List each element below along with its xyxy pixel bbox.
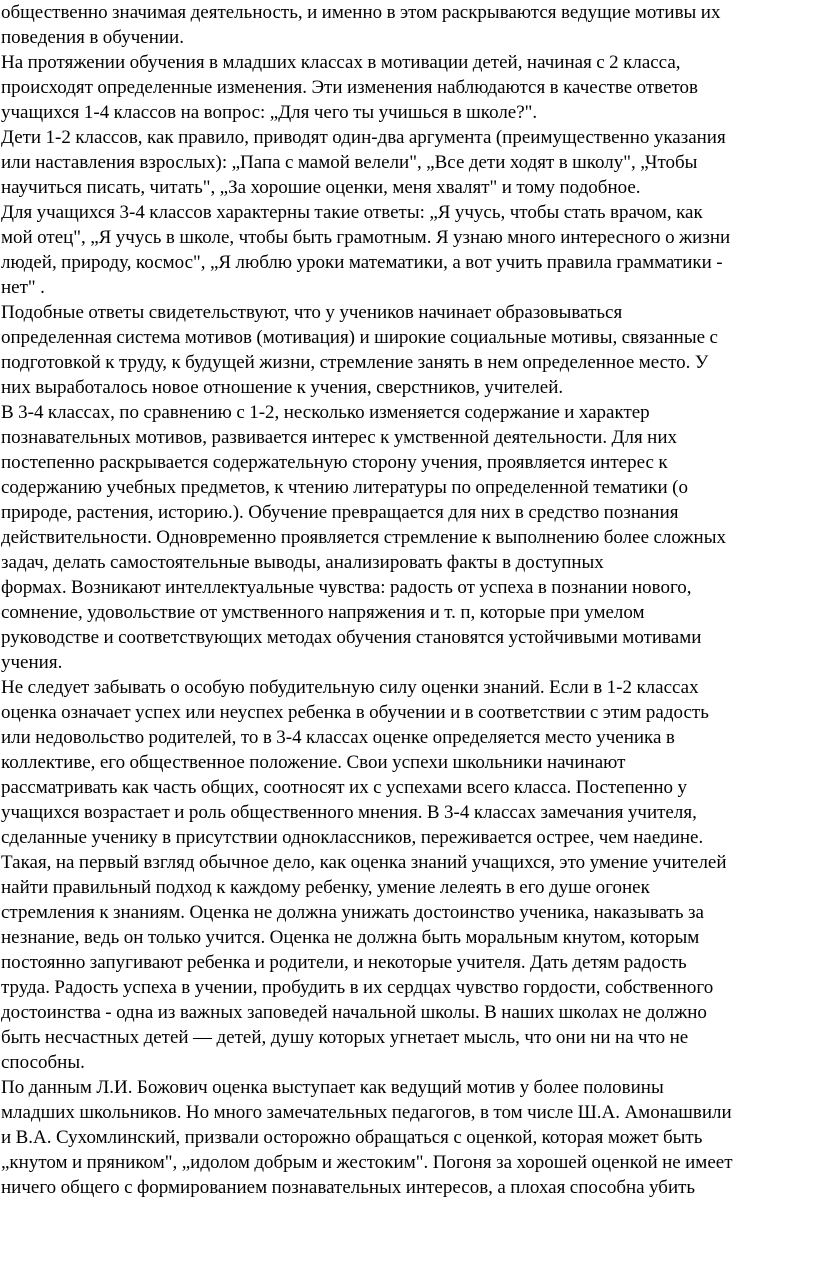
text-line: учения. [1,652,63,673]
text-line: происходят определенные изменения. Эти изменения наблюдаются в качестве ответов [1,77,699,98]
text-line: мой отец", „Я учусь в школе, чтобы быть грамотным. Я узнаю много интересного о жизни [1,227,731,248]
text-line: В 3-4 классах, по сравнению с 1-2, несколько изменяется содержание и характер [1,402,650,423]
text-line: или наставления взрослых): „Папа с мамой велели", „Все дети ходят в школу", „Чтобы [1,152,698,173]
text-line: оценка означает успех или неуспех ребенка в обучении и в соответствии с этим радость [1,702,709,723]
text-line: общественно значимая деятельность, и именно в этом раскрываются ведущие мотивы их [1,2,721,23]
text-line: Дети 1-2 классов, как правило, приводят один-два аргумента (преимущественно указания [1,127,726,148]
text-line: быть несчастных детей — детей, душу которых угнетает мысль, что они ни на что не [1,1027,689,1048]
text-line: Не следует забывать о особую побудительную силу оценки знаний. Если в 1-2 классах [1,677,699,698]
text-line: рассматривать как часть общих, соотносят их с успехами всего класса. Постепенно у [1,777,687,798]
text-line: ничего общего с формированием познавательных интересов, а плохая способна убить [1,1177,696,1198]
text-line: них выработалось новое отношение к учения, сверстников, учителей. [1,377,564,398]
text-line: По данным Л.И. Божович оценка выступает как ведущий мотив у более половины [1,1077,664,1098]
text-line: труда. Радость успеха в учении, пробудить в их сердцах чувство гордости, собственного [1,977,714,998]
text-line: учащихся возрастает и роль общественного мнения. В 3-4 классах замечания учителя, [1,802,697,823]
text-line: Подобные ответы свидетельствуют, что у учеников начинает образовываться [1,302,623,323]
text-line: Для учащихся 3-4 классов характерны такие ответы: „Я учусь, чтобы стать врачом, как [1,202,703,223]
text-line: найти правильный подход к каждому ребенку, умение лелеять в его душе огонек [1,877,650,898]
text-line: природе, растения, историю.). Обучение превращается для них в средство познания [1,502,679,523]
text-line: задач, делать самостоятельные выводы, анализировать факты в доступных [1,552,604,573]
text-line: учащихся 1-4 классов на вопрос: „Для чего ты учишься в школе?". [1,102,538,123]
text-line: сомнение, удовольствие от умственного напряжения и т. п, которые при умелом [1,602,645,623]
text-line: Такая, на первый взгляд обычное дело, как оценка знаний учащихся, это умение учителей [1,852,727,873]
text-line: стремления к знаниям. Оценка не должна унижать достоинство ученика, наказывать за [1,902,704,923]
text-line: незнание, ведь он только учится. Оценка не должна быть моральным кнутом, которым [1,927,700,948]
text-line: постепенно раскрывается содержательную сторону учения, проявляется интерес к [1,452,668,473]
text-line: и В.А. Сухомлинский, призвали осторожно обращаться с оценкой, которая может быть [1,1127,703,1148]
document-page [1,0,813,1200]
paragraph-2 [1,50,813,125]
text-line: познавательных мотивов, развивается интерес к умственной деятельности. Для них [1,427,678,448]
text-line: нет" . [1,277,45,298]
text-line: или недовольство родителей, то в 3-4 классах оценке определяется место ученика в [1,727,675,748]
text-line: На протяжении обучения в младших классах в мотивации детей, начиная с 2 класса, [1,52,681,73]
text-line: научиться писать, читать", „За хорошие оценки, меня хвалят" и тому подобное. [1,177,641,198]
paragraph-6 [1,400,813,675]
text-line: людей, природу, космос", „Я люблю уроки математики, а вот учить правила грамматики - [1,252,723,273]
text-line: младших школьников. Но много замечательных педагогов, в том числе Ш.А. Амонашвили [1,1102,732,1123]
text-line: сделанные ученику в присутствии одноклассников, переживается острее, чем наедине. [1,827,704,848]
paragraph-4 [1,200,813,300]
paragraph-5 [1,300,813,400]
text-line: определенная система мотивов (мотивация) и широкие социальные мотивы, связанные с [1,327,718,348]
paragraph-1 [1,0,813,50]
paragraph-8 [1,1075,813,1200]
text-line: действительности. Одновременно проявляется стремление к выполнению более сложных [1,527,726,548]
text-line: подготовкой к труду, к будущей жизни, стремление занять в нем определенное место. У [1,352,709,373]
text-line: формах. Возникают интеллектуальные чувства: радость от успеха в познании нового, [1,577,692,598]
text-line: руководстве и соответствующих методах обучения становятся устойчивыми мотивами [1,627,702,648]
text-line: содержанию учебных предметов, к чтению литературы по определенной тематики (о [1,477,688,498]
text-line: постоянно запугивают ребенка и родители, и некоторые учителя. Дать детям радость [1,952,687,973]
text-line: „кнутом и пряником", „идолом добрым и жестоким". Погоня за хорошей оценкой не имеет [1,1152,733,1173]
paragraph-7 [1,675,813,1075]
text-line: достоинства - одна из важных заповедей начальной школы. В наших школах не должно [1,1002,707,1023]
text-line: поведения в обучении. [1,27,184,48]
text-line: коллективе, его общественное положение. Свои успехи школьники начинают [1,752,626,773]
text-line: способны. [1,1052,85,1073]
paragraph-3 [1,125,813,200]
